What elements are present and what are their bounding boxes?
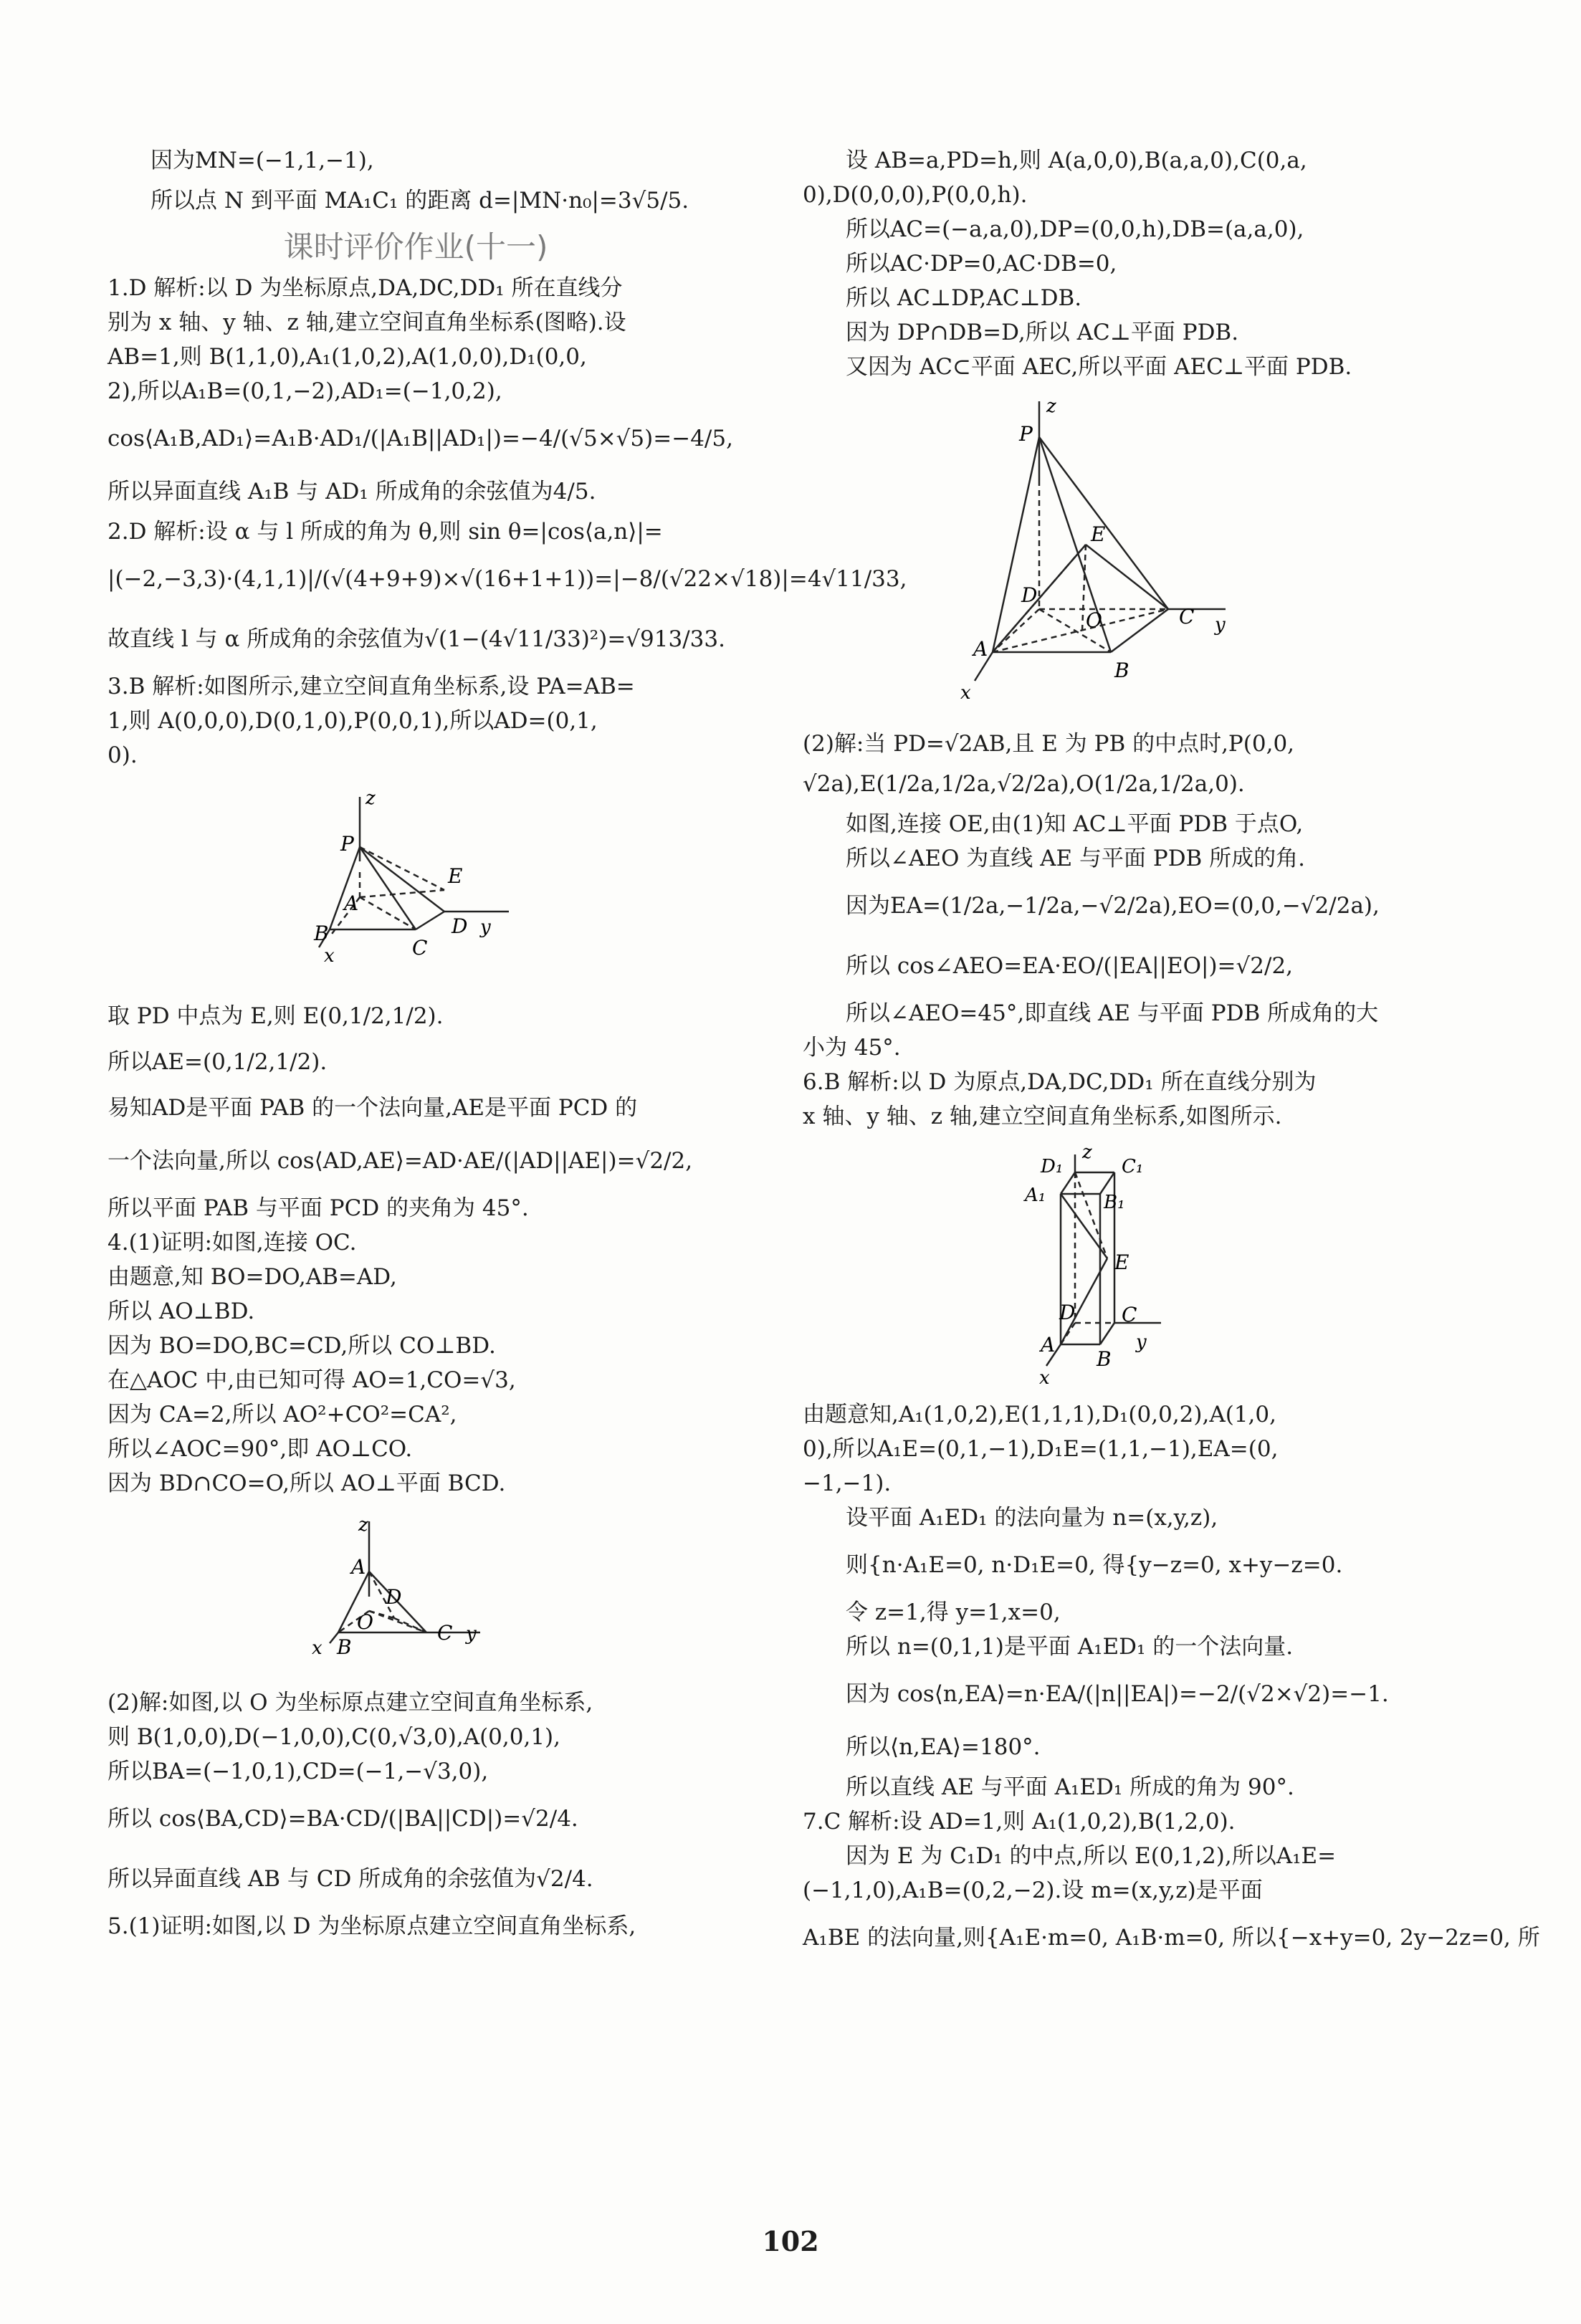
- fig4-label-o: O: [357, 1610, 373, 1634]
- fig6-label-b1: B₁: [1104, 1192, 1125, 1213]
- text-line: A₁BE 的法向量,则{A₁E·m=0, A₁B·m=0, 所以{−x+y=0, 2y−2z=0, 所: [803, 1925, 1540, 1951]
- fig6-label-x: x: [1039, 1367, 1050, 1387]
- fig5-label-x: x: [960, 682, 971, 704]
- text-line: 所以 cos⟨BA,CD⟩=BA·CD/(|BA||CD|)=√2/4.: [108, 1806, 578, 1832]
- text-line: 所以 cos∠AEO=EA·EO/(|EA||EO|)=√2/2,: [846, 953, 1294, 979]
- text-line: 则 B(1,0,0),D(−1,0,0),C(0,√3,0),A(0,0,1),: [108, 1724, 561, 1750]
- text-line: 则{n·A₁E=0, n·D₁E=0, 得{y−z=0, x+y−z=0.: [846, 1552, 1343, 1578]
- fig6-label-y: y: [1136, 1331, 1147, 1353]
- text-line: 所以∠AEO=45°,即直线 AE 与平面 PDB 所成角的大: [846, 1000, 1379, 1026]
- text-line: 因为 E 为 C₁D₁ 的中点,所以 E(0,1,2),所以A₁E=: [846, 1843, 1337, 1869]
- right-column: [803, 143, 1540, 1968]
- text-line: 1.D 解析:以 D 为坐标原点,DA,DC,DD₁ 所在直线分: [108, 275, 623, 301]
- text-line: (−1,1,0),A₁B=(0,2,−2).设 m=(x,y,z)是平面: [803, 1878, 1263, 1903]
- fig5-label-p: P: [1019, 422, 1033, 446]
- fig4-label-d: D: [386, 1585, 402, 1609]
- text-line: 设平面 A₁ED₁ 的法向量为 n=(x,y,z),: [846, 1505, 1218, 1531]
- fig6-label-b: B: [1097, 1347, 1112, 1371]
- text-line: 因为 cos⟨n,EA⟩=n·EA/(|n||EA|)=−2/(√2×√2)=−1.: [846, 1681, 1389, 1707]
- text-line: 设 AB=a,PD=h,则 A(a,0,0),B(a,a,0),C(0,a,: [846, 148, 1307, 173]
- text-line: 令 z=1,得 y=1,x=0,: [846, 1599, 1061, 1625]
- figure-4-tetrahedron: [301, 1511, 530, 1675]
- fig4-label-z: z: [358, 1514, 368, 1536]
- text-line: 1,则 A(0,0,0),D(0,1,0),P(0,0,1),所以AD=(0,1,: [108, 708, 598, 734]
- section-title: 课时评价作业(十一): [283, 229, 548, 264]
- fig6-label-d: D: [1059, 1301, 1076, 1324]
- text-line: 3.B 解析:如图所示,建立空间直角坐标系,设 PA=AB=: [108, 674, 635, 699]
- text-line: 因为EA=(1/2a,−1/2a,−√2/2a),EO=(0,0,−√2/2a),: [846, 893, 1380, 919]
- text-line: 因为 CA=2,所以 AO²+CO²=CA²,: [108, 1402, 457, 1428]
- fig3-label-e: E: [448, 864, 463, 888]
- text-line: (2)解:如图,以 O 为坐标原点建立空间直角坐标系,: [108, 1690, 593, 1716]
- fig3-label-y: y: [480, 917, 491, 938]
- figure-5-pyramid: [953, 394, 1269, 717]
- text-line: 由题意,知 BO=DO,AB=AD,: [108, 1264, 397, 1290]
- fig6-label-e: E: [1114, 1251, 1129, 1274]
- text-line: 所以∠AOC=90°,即 AO⊥CO.: [108, 1436, 413, 1462]
- text-line: 所以异面直线 A₁B 与 AD₁ 所成角的余弦值为4/5.: [108, 479, 596, 505]
- fig5-label-z: z: [1046, 396, 1056, 417]
- text-line: (2)解:当 PD=√2AB,且 E 为 PB 的中点时,P(0,0,: [803, 731, 1295, 757]
- fig3-label-x: x: [324, 945, 335, 967]
- fig4-label-c: C: [437, 1621, 453, 1645]
- text-line: 所以异面直线 AB 与 CD 所成角的余弦值为√2/4.: [108, 1866, 593, 1892]
- text-line: 故直线 l 与 α 所成角的余弦值为√(1−(4√11/33)²)=√913/33.: [108, 626, 725, 652]
- text-line: 因为 DP∩DB=D,所以 AC⊥平面 PDB.: [846, 320, 1239, 345]
- text-line: 所以AC=(−a,a,0),DP=(0,0,h),DB=(a,a,0),: [846, 216, 1304, 242]
- fig5-label-e: E: [1091, 522, 1106, 546]
- fig3-label-a: A: [344, 891, 359, 915]
- text-line: 7.C 解析:设 AD=1,则 A₁(1,0,2),B(1,2,0).: [803, 1809, 1236, 1835]
- text-line: 所以 AC⊥DP,AC⊥DB.: [846, 285, 1082, 311]
- fig6-label-c: C: [1122, 1303, 1137, 1326]
- text-line: 4.(1)证明:如图,连接 OC.: [108, 1230, 357, 1256]
- text-line: 6.B 解析:以 D 为原点,DA,DC,DD₁ 所在直线分别为: [803, 1069, 1317, 1095]
- text-line: |(−2,−3,3)·(4,1,1)|/(√(4+9+9)×√(16+1+1))=|−8/(√22×√18)|=4√11/33,: [108, 566, 907, 592]
- text-line: 所以∠AEO 为直线 AE 与平面 PDB 所成的角.: [846, 846, 1306, 871]
- text-line: 所以点 N 到平面 MA₁C₁ 的距离 d=|MN·n₀|=3√5/5.: [151, 188, 689, 214]
- text-line: 2.D 解析:设 α 与 l 所成的角为 θ,则 sin θ=|cos⟨a,n⟩|=: [108, 519, 663, 545]
- text-line: 小为 45°.: [803, 1035, 901, 1061]
- fig4-label-y: y: [466, 1623, 477, 1645]
- text-line: 0).: [108, 742, 138, 768]
- text-line: 由题意知,A₁(1,0,2),E(1,1,1),D₁(0,0,2),A(1,0,: [803, 1402, 1276, 1428]
- fig4-label-x: x: [312, 1637, 323, 1659]
- fig6-label-a: A: [1041, 1333, 1056, 1357]
- text-line: 所以AC·DP=0,AC·DB=0,: [846, 251, 1117, 277]
- figure-3-pyramid: [301, 783, 530, 983]
- fig5-label-d: D: [1021, 583, 1038, 607]
- fig4-label-b: B: [337, 1635, 352, 1659]
- text-line: 又因为 AC⊂平面 AEC,所以平面 AEC⊥平面 PDB.: [846, 354, 1352, 380]
- text-line: 0),D(0,0,0),P(0,0,h).: [803, 182, 1028, 208]
- text-line: 所以BA=(−1,0,1),CD=(−1,−√3,0),: [108, 1759, 489, 1784]
- text-line: 所以 n=(0,1,1)是平面 A₁ED₁ 的一个法向量.: [846, 1634, 1294, 1660]
- text-line: 所以AE=(0,1/2,1/2).: [108, 1049, 328, 1075]
- text-line: 5.(1)证明:如图,以 D 为坐标原点建立空间直角坐标系,: [108, 1913, 636, 1939]
- text-line: 所以直线 AE 与平面 A₁ED₁ 所成的角为 90°.: [846, 1774, 1294, 1800]
- fig4-label-a: A: [351, 1555, 366, 1579]
- text-line: x 轴、y 轴、z 轴,建立空间直角坐标系,如图所示.: [803, 1104, 1282, 1129]
- text-line: 取 PD 中点为 E,则 E(0,1/2,1/2).: [108, 1003, 444, 1029]
- fig5-label-b: B: [1114, 659, 1129, 682]
- text-line: 如图,连接 OE,由(1)知 AC⊥平面 PDB 于点O,: [846, 811, 1304, 837]
- fig5-label-c: C: [1179, 605, 1195, 628]
- text-line: 所以⟨n,EA⟩=180°.: [846, 1734, 1041, 1760]
- text-line: −1,−1).: [803, 1471, 892, 1496]
- fig3-label-p: P: [340, 832, 354, 856]
- page-number: 102: [762, 2225, 819, 2257]
- fig6-label-a1: A₁: [1025, 1185, 1046, 1206]
- text-line: AB=1,则 B(1,1,0),A₁(1,0,2),A(1,0,0),D₁(0,0,: [108, 344, 587, 370]
- fig3-label-z: z: [366, 788, 376, 809]
- text-line: 在△AOC 中,由已知可得 AO=1,CO=√3,: [108, 1367, 516, 1393]
- text-line: 所以平面 PAB 与平面 PCD 的夹角为 45°.: [108, 1195, 529, 1221]
- fig5-label-a: A: [973, 637, 988, 661]
- figure-6-prism: [996, 1144, 1226, 1387]
- fig6-label-d1: D₁: [1041, 1156, 1064, 1177]
- fig6-label-z: z: [1082, 1144, 1092, 1163]
- text-line: √2a),E(1/2a,1/2a,√2/2a),O(1/2a,1/2a,0).: [803, 771, 1245, 797]
- text-line: 因为MN=(−1,1,−1),: [151, 148, 374, 173]
- text-line: cos⟨A₁B,AD₁⟩=A₁B·AD₁/(|A₁B||AD₁|)=−4/(√5×√5)=−4/5,: [108, 426, 733, 451]
- text-line: 一个法向量,所以 cos⟨AD,AE⟩=AD·AE/(|AD||AE|)=√2/2,: [108, 1148, 693, 1174]
- text-line: 因为 BO=DO,BC=CD,所以 CO⊥BD.: [108, 1333, 496, 1359]
- text-line: 别为 x 轴、y 轴、z 轴,建立空间直角坐标系(图略).设: [108, 310, 626, 335]
- text-line: 2),所以A₁B=(0,1,−2),AD₁=(−1,0,2),: [108, 378, 502, 404]
- fig5-label-o: O: [1086, 608, 1102, 632]
- fig6-label-c1: C₁: [1122, 1156, 1144, 1177]
- text-line: 因为 BD∩CO=O,所以 AO⊥平面 BCD.: [108, 1471, 506, 1496]
- fig5-label-y: y: [1215, 614, 1226, 636]
- fig3-label-c: C: [412, 936, 428, 960]
- fig3-label-d: D: [452, 914, 468, 938]
- text-line: 所以 AO⊥BD.: [108, 1299, 255, 1324]
- fig3-label-b: B: [314, 922, 329, 945]
- text-line: 易知AD是平面 PAB 的一个法向量,AE是平面 PCD 的: [108, 1095, 638, 1121]
- text-line: 0),所以A₁E=(0,1,−1),D₁E=(1,1,−1),EA=(0,: [803, 1436, 1279, 1462]
